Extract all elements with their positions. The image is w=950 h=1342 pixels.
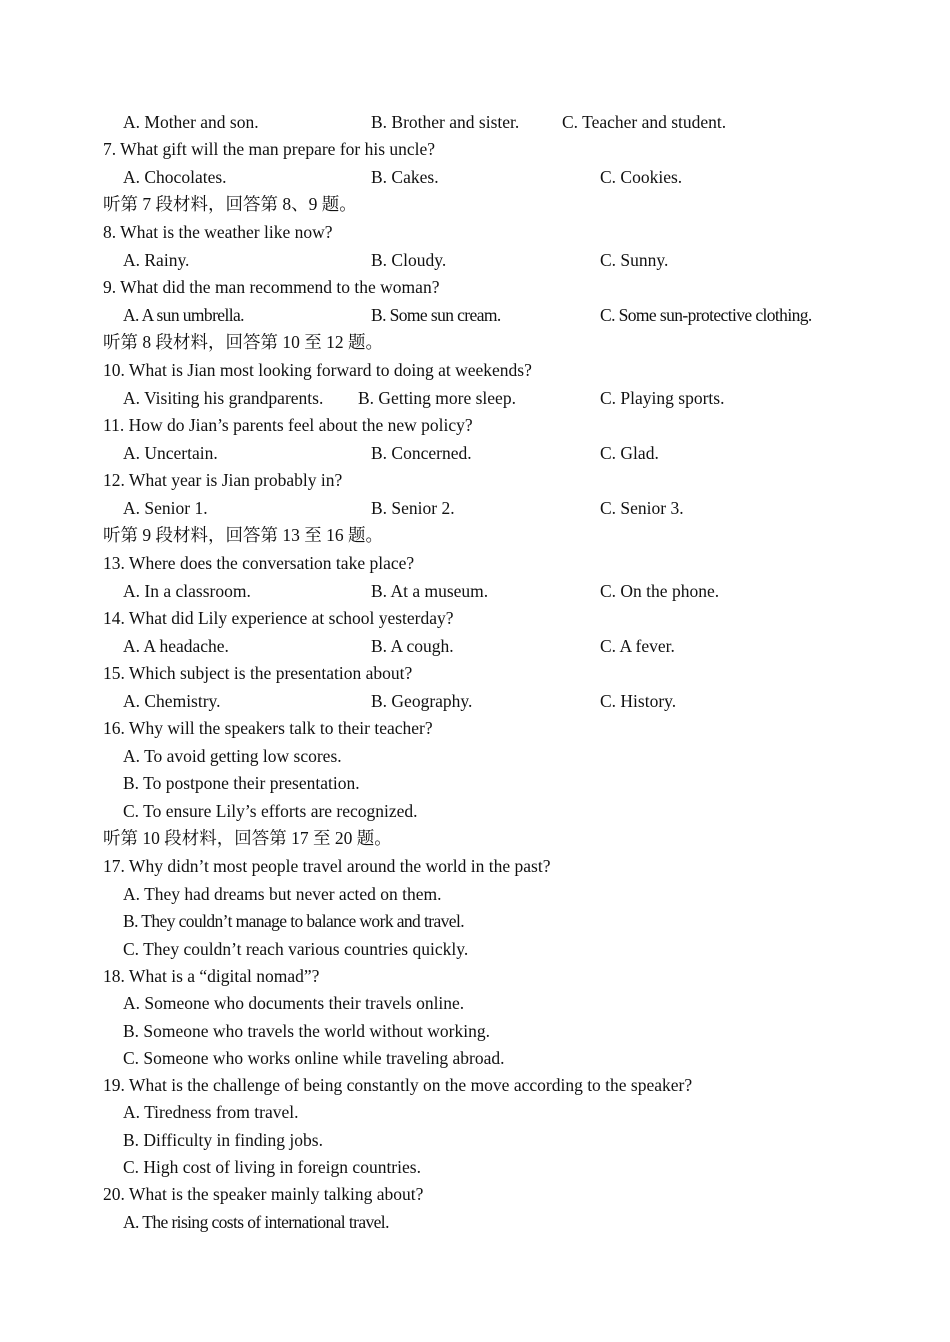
q14-option-b: B. A cough. <box>371 636 454 656</box>
q10-option-b: B. Getting more sleep. <box>358 388 516 408</box>
q7-option-b: B. Cakes. <box>371 167 439 187</box>
q12-option-c: C. Senior 3. <box>600 498 684 518</box>
q11-option-b: B. Concerned. <box>371 443 472 463</box>
q20-question: 20. What is the speaker mainly talking about? <box>103 1184 424 1204</box>
q13-option-b: B. At a museum. <box>371 581 489 601</box>
q10-option-c: C. Playing sports. <box>600 388 725 408</box>
q17-option-c: C. They couldn’t reach various countries quickly. <box>123 939 469 959</box>
q19-option-c: C. High cost of living in foreign countries. <box>123 1157 421 1177</box>
q12-option-a: A. Senior 1. <box>123 498 208 518</box>
q16-option-a: A. To avoid getting low scores. <box>123 746 342 766</box>
q6-option-a: A. Mother and son. <box>123 112 259 132</box>
q16-option-c: C. To ensure Lily’s efforts are recognized. <box>123 801 418 821</box>
section-10-heading: 听第 10 段材料，回答第 17 至 20 题。 <box>103 828 392 848</box>
q6-option-c: C. Teacher and student. <box>562 112 727 132</box>
q11-question: 11. How do Jian’s parents feel about the new policy? <box>103 415 473 435</box>
q12-option-b: B. Senior 2. <box>371 498 455 518</box>
section-7-heading: 听第 7 段材料，回答第 8、9 题。 <box>103 194 357 214</box>
q11-option-a: A. Uncertain. <box>123 443 218 463</box>
q6-option-b: B. Brother and sister. <box>371 112 520 132</box>
q13-option-c: C. On the phone. <box>600 581 720 601</box>
section-9-heading: 听第 9 段材料，回答第 13 至 16 题。 <box>103 525 383 545</box>
q11-option-c: C. Glad. <box>600 443 659 463</box>
q8-option-b: B. Cloudy. <box>371 250 447 270</box>
q7-option-a: A. Chocolates. <box>123 167 227 187</box>
q8-option-a: A. Rainy. <box>123 250 190 270</box>
q19-option-a: A. Tiredness from travel. <box>123 1102 299 1122</box>
q19-question: 19. What is the challenge of being constantly on the move according to the speaker? <box>103 1075 693 1095</box>
q9-option-b: B. Some sun cream. <box>371 305 501 325</box>
q9-option-a: A. A sun umbrella. <box>123 305 244 325</box>
q13-question: 13. Where does the conversation take place? <box>103 553 415 573</box>
q17-option-b: B. They couldn’t manage to balance work and travel. <box>123 911 464 931</box>
q16-option-b: B. To postpone their presentation. <box>123 773 360 793</box>
section-8-heading: 听第 8 段材料，回答第 10 至 12 题。 <box>103 332 383 352</box>
q15-option-b: B. Geography. <box>371 691 473 711</box>
q10-option-a: A. Visiting his grandparents. <box>123 388 324 408</box>
q18-question: 18. What is a “digital nomad”? <box>103 966 320 986</box>
q12-question: 12. What year is Jian probably in? <box>103 470 343 490</box>
q18-option-c: C. Someone who works online while traveling abroad. <box>123 1048 505 1068</box>
q9-option-c: C. Some sun-protective clothing. <box>600 305 812 325</box>
q7-option-c: C. Cookies. <box>600 167 683 187</box>
q9-question: 9. What did the man recommend to the woman? <box>103 277 440 297</box>
q15-option-a: A. Chemistry. <box>123 691 221 711</box>
q17-option-a: A. They had dreams but never acted on them. <box>123 884 442 904</box>
q15-question: 15. Which subject is the presentation about? <box>103 663 413 683</box>
q18-option-a: A. Someone who documents their travels online. <box>123 993 465 1013</box>
q15-option-c: C. History. <box>600 691 677 711</box>
q18-option-b: B. Someone who travels the world without working. <box>123 1021 490 1041</box>
q7-question: 7. What gift will the man prepare for his uncle? <box>103 139 436 159</box>
q14-question: 14. What did Lily experience at school yesterday? <box>103 608 454 628</box>
q17-question: 17. Why didn’t most people travel around the world in the past? <box>103 856 551 876</box>
q20-option-a: A. The rising costs of international travel. <box>123 1212 389 1232</box>
q10-question: 10. What is Jian most looking forward to doing at weekends? <box>103 360 532 380</box>
q14-option-c: C. A fever. <box>600 636 675 656</box>
q19-option-b: B. Difficulty in finding jobs. <box>123 1130 323 1150</box>
q16-question: 16. Why will the speakers talk to their teacher? <box>103 718 433 738</box>
q13-option-a: A. In a classroom. <box>123 581 251 601</box>
q8-question: 8. What is the weather like now? <box>103 222 333 242</box>
q14-option-a: A. A headache. <box>123 636 229 656</box>
q8-option-c: C. Sunny. <box>600 250 669 270</box>
